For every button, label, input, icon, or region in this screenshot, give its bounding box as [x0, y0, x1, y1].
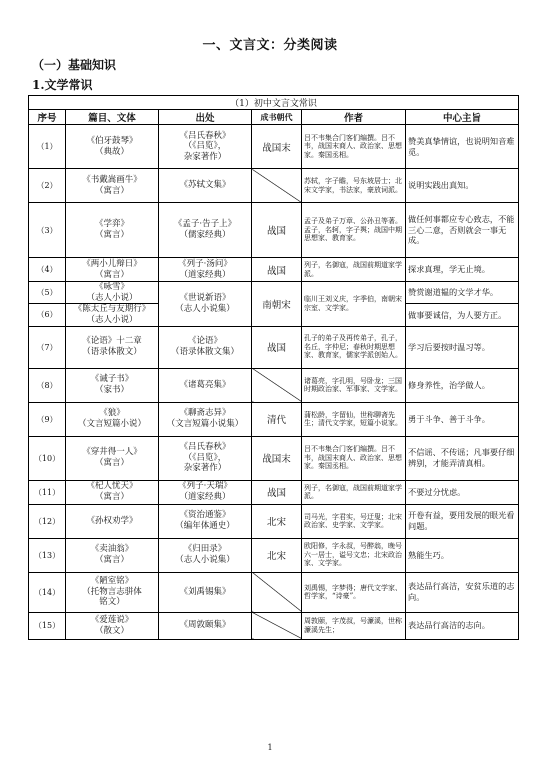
- author-cell: 蒲松龄，字留仙，世称聊斋先生；清代文学家，短篇小说家。: [302, 402, 406, 436]
- title-cell: 《爱莲说》 （散文）: [66, 612, 159, 639]
- document-title: 一、文言文：分类阅读: [202, 38, 338, 53]
- source-cell: 《列子·天瑞》 （道家经典）: [159, 480, 252, 504]
- table-row: [29, 572, 519, 612]
- source-cell: 《列子·汤问》 （道家经典）: [159, 258, 252, 282]
- source-cell: 《聊斋志异》 （文言短篇小说集）: [159, 402, 252, 436]
- idea-cell: 熟能生巧。: [406, 538, 519, 572]
- source-cell: 《论语》 （语录体散文集）: [159, 326, 252, 368]
- dynasty-cell: [252, 612, 302, 639]
- table-row: [29, 258, 519, 282]
- dynasty-cell: 北宋: [252, 504, 302, 538]
- table-row: [29, 125, 519, 169]
- author-cell: 诸葛亮，字孔明，号卧龙；三国时期政治家、军事家、文学家。: [302, 368, 406, 402]
- row-number: （14）: [29, 572, 66, 612]
- author-cell: 吕不韦集合门客们编撰。吕不韦，战国末商人、政治家、思想家。秦国丞相。: [302, 436, 406, 480]
- source-cell: 《周敦颐集》: [159, 612, 252, 639]
- header-cell: 成书朝代: [252, 110, 302, 125]
- idea-cell: 表达品行高洁，安贫乐道的志向。: [406, 572, 519, 612]
- title-cell: 《狼》 （文言短篇小说）: [66, 402, 159, 436]
- dynasty-cell: [252, 368, 302, 402]
- title-cell: 《书戴嵩画牛》 （寓言）: [66, 169, 159, 203]
- dynasty-cell: [252, 572, 302, 612]
- header-cell: 序号: [29, 110, 66, 125]
- dynasty-cell: 战国: [252, 258, 302, 282]
- header-cell: 作者: [302, 110, 406, 125]
- table-row: [29, 282, 519, 304]
- dynasty-cell: 战国: [252, 326, 302, 368]
- row-number: （4）: [29, 258, 66, 282]
- row-number: （8）: [29, 368, 66, 402]
- author-cell: 苏轼，字子瞻，号东坡居士；北宋文学家，书法家，豪放词派。: [302, 169, 406, 203]
- idea-cell: 说明实践出真知。: [406, 169, 519, 203]
- title-cell: 《学弈》 （寓言）: [66, 203, 159, 258]
- title-cell: 《卖油翁》 （寓言）: [66, 538, 159, 572]
- title-cell: 《陈太丘与友期行》 （志人小说）: [66, 304, 159, 326]
- source-cell: 《吕氏春秋》 （《吕览》， 杂家著作）: [159, 436, 252, 480]
- author-cell: 列子，名御寇，战国前期道家学派。: [302, 258, 406, 282]
- dynasty-cell: 战国末: [252, 125, 302, 169]
- source-cell: 《孟子·告子上》 （儒家经典）: [159, 203, 252, 258]
- idea-cell: 赞美真挚情谊，也说明知音难觅。: [406, 125, 519, 169]
- idea-cell: 不信谣、不传谣；凡事要仔细辨别，才能弄清真相。: [406, 436, 519, 480]
- header-cell: 篇目、文体: [66, 110, 159, 125]
- author-cell: 刘禹锡，字梦得；唐代文学家、哲学家，“诗豪”。: [302, 572, 406, 612]
- row-number: （2）: [29, 169, 66, 203]
- header-cell: 出处: [159, 110, 252, 125]
- idea-cell: 修身养性，治学做人。: [406, 368, 519, 402]
- row-number: （1）: [29, 125, 66, 169]
- idea-cell: 做任何事都应专心致志，不能三心二意，否则就会一事无成。: [406, 203, 519, 258]
- author-cell: 欧阳修，字永叔，号醉翁，晚号六一居士，谥号文忠；北宋政治家、文学家。: [302, 538, 406, 572]
- table-row: [29, 169, 519, 203]
- row-number: （10）: [29, 436, 66, 480]
- idea-cell: 勇于斗争、善于斗争。: [406, 402, 519, 436]
- title-cell: 《两小儿辩日》 （寓言）: [66, 258, 159, 282]
- table-header-row: [29, 110, 519, 125]
- idea-cell: 做事要诚信，为人要方正。: [406, 304, 519, 326]
- author-cell: 周敦颐，字茂叔，号濂溪，世称濂溪先生；: [302, 612, 406, 639]
- dynasty-cell: 南朝宋: [252, 282, 302, 327]
- row-number: （15）: [29, 612, 66, 639]
- idea-cell: 赞赏谢道韫的文学才华。: [406, 282, 519, 304]
- table-row: [29, 368, 519, 402]
- dynasty-cell: 清代: [252, 402, 302, 436]
- row-number: （13）: [29, 538, 66, 572]
- dynasty-cell: 战国末: [252, 436, 302, 480]
- header-cell: 中心主旨: [406, 110, 519, 125]
- author-cell: 临川王刘义庆，字季伯，南朝宋宗室、文学家。: [302, 282, 406, 327]
- title-cell: 《咏雪》 （志人小说）: [66, 282, 159, 304]
- section-heading: （一）基础知识: [32, 58, 117, 72]
- row-number: （12）: [29, 504, 66, 538]
- author-cell: 列子，名御寇，战国前期道家学派。: [302, 480, 406, 504]
- title-cell: 《穿井得一人》 （寓言）: [66, 436, 159, 480]
- table-caption: （1）初中文言文常识: [29, 96, 519, 110]
- title-cell: 《孙权劝学》: [66, 504, 159, 538]
- source-cell: 《归田录》 （志人小说集）: [159, 538, 252, 572]
- dynasty-cell: 北宋: [252, 538, 302, 572]
- table-row: [29, 480, 519, 504]
- title-cell: 《论语》十二章 （语录体散文）: [66, 326, 159, 368]
- page-number: 1: [267, 743, 273, 752]
- row-number: （5）: [29, 282, 66, 304]
- table-row: [29, 612, 519, 639]
- title-cell: 《陋室铭》 （托物言志骈体 铭文）: [66, 572, 159, 612]
- idea-cell: 探求真理，学无止境。: [406, 258, 519, 282]
- table-row: [29, 504, 519, 538]
- row-number: （3）: [29, 203, 66, 258]
- source-cell: 《苏轼文集》: [159, 169, 252, 203]
- title-cell: 《伯牙鼓琴》 （典故）: [66, 125, 159, 169]
- source-cell: 《诸葛亮集》: [159, 368, 252, 402]
- source-cell: 《世说新语》 （志人小说集）: [159, 282, 252, 327]
- title-cell: 《杞人忧天》 （寓言）: [66, 480, 159, 504]
- row-number: （6）: [29, 304, 66, 326]
- source-cell: 《资治通鉴》 （编年体通史）: [159, 504, 252, 538]
- row-number: （11）: [29, 480, 66, 504]
- idea-cell: 开卷有益，要用发展的眼光看问题。: [406, 504, 519, 538]
- dynasty-cell: 战国: [252, 480, 302, 504]
- source-cell: 《吕氏春秋》 （《吕览》， 杂家著作）: [159, 125, 252, 169]
- subsection-heading: 1.文学常识: [32, 78, 93, 92]
- dynasty-cell: [252, 169, 302, 203]
- idea-cell: 学习后要按时温习等。: [406, 326, 519, 368]
- dynasty-cell: 战国: [252, 203, 302, 258]
- author-cell: 孟子及弟子万章、公孙丑等著。孟子，名轲，字子舆；战国中期思想家、教育家。: [302, 203, 406, 258]
- row-number: （7）: [29, 326, 66, 368]
- title-cell: 《诫子书》 （家书）: [66, 368, 159, 402]
- table-row: [29, 436, 519, 480]
- table-row: [29, 402, 519, 436]
- author-cell: 孔子的弟子及再传弟子，孔子，名丘，字仲尼；春秋时期思想家、教育家，儒家学派创始人。: [302, 326, 406, 368]
- author-cell: 吕不韦集合门客们编撰。吕不韦，战国末商人、政治家、思想家。秦国丞相。: [302, 125, 406, 169]
- row-number: （9）: [29, 402, 66, 436]
- idea-cell: 表达品行高洁的志向。: [406, 612, 519, 639]
- author-cell: 司马光，字君实，号迂叟；北宋政治家、史学家、文学家。: [302, 504, 406, 538]
- table-row: [29, 326, 519, 368]
- literature-table: [28, 95, 519, 640]
- source-cell: 《刘禹锡集》: [159, 572, 252, 612]
- table-row: [29, 538, 519, 572]
- idea-cell: 不要过分忧虑。: [406, 480, 519, 504]
- table-row: [29, 203, 519, 258]
